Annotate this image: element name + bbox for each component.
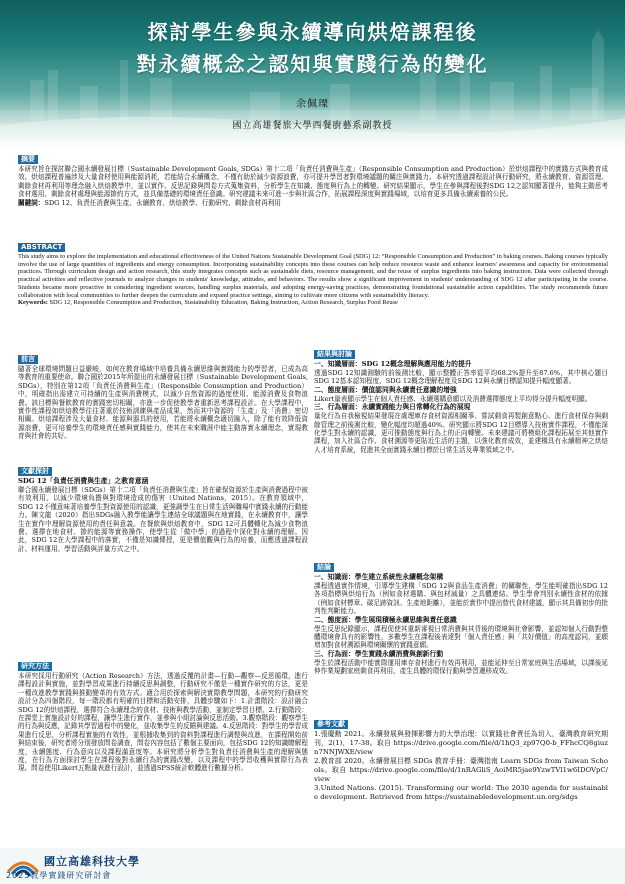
results-section — [314, 350, 608, 558]
author-name: 余佩瑮 — [296, 99, 329, 110]
results-item-1-title: 一、知識層面：SDG 12概念理解與應用能力的提升 — [314, 360, 472, 368]
method-body: 本研究採用行動研究（Action Research）方法，透過反覆的計畫—行動—觀察—反思循環，進行課程設計與實施，並對學習成果進行持續反思與調整，行動研究不僅是一種實作研究的方法，更是一種改進教學實踐與推動變革的有效方式。適合用於探索與解決實際教學問題，本研究的行動研究設計分為四個階段，每一階段都有明確的目標和活動安排，具體步驟如下：1.計畫階段：設計融合SDG 12的烘焙課程，選擇符合永續理念的食材、技術與教學活動，並制定學習目標。2.行動階段：在課堂上實施設計好的課程，讓學生進行實作，並參與小組討論與反思活動。3.觀察階段：觀察學生的行為與反應，記錄其學習過程中的變化，並收集學生的反饋與建議。4.反思階段：對學生的學習成果進行反思，分析課程實施的有效性，並根據收集到的資料對課程進行調整與改進，在課程開始前與結束後，研究者將分別發放問卷調查，問卷內容包括了數個主要面向，包括SDG 12的知識瞭解程度，永續態度、行為意向以及課程滿意度等。本研究將分析學生對負責任消費與生產的理解與態度，在行為方面探討學生在課程後對永續行為的實踐改變，以及課程中的學習收穫與實際行為表現。問卷使用Likert五點量表進行設計，並透過SPSS統計軟體進行數據分析。 — [18, 672, 308, 773]
abstract-zh-keywords: SDG 12、負責任消費與生產、永續教育、烘焙教學、行動研究、剩餘食材再利用 — [44, 198, 281, 207]
literature-body: 聯合國永續發展目標（SDGs）第十二項「負責任消費與生產」旨在確保資源於生產與消費過程中被有效利用，以減少環境負擔與對環境造成的傷害（United Nations，2015）。在教育領域中，SDG 12不僅意味著培養學生對資源使用的認識，更強調學生在日常生活與職場中實踐永續的行動能力。陳文龍（2020）指出SDGs融入教學能讓學生連結全球議題與在地實踐，在永續教育中，讓學生在實作中理解資源使用的責任與意義。在餐飲與烘焙教育中，SDG 12可具體轉化為減少食物浪費、選擇在地食材、節約能源等實務操作，使學生從「做中學」的過程中深化對永續的理解。因此，SDG 12在大學課程中的落實，不僅是知識傳授，更是價值觀與行為的培養，而應透過課程設計、材料運用、學習活動與評量方式之中。 — [18, 486, 308, 553]
abstract-en-section — [18, 243, 608, 345]
abstract-zh-badge: 摘要 — [18, 155, 38, 164]
conclusion-badge: 結論 — [314, 563, 334, 572]
conclusion-item-2-body: 學生反思紀錄顯示，課程促使其重新審視日常消費與其背後的環境與社會影響，並認知個人行動對整體環境會具有的影響性，多數學生在課程後表達對「個人責任感」與「共好價值」的高度認同，並願增加對食材溯源與環境關懷的實踐意願。 — [314, 624, 608, 650]
conclusion-section — [314, 563, 608, 713]
poster-header — [0, 0, 625, 148]
conclusion-item-1-body: 課程透過實作情境，引導學生建構「SDG 12與食品生產消費」的關聯性，學生能明確指出SDG 12各項指標與烘焙行為（例如食材選購、與包材減量）之具體連結。學生學會判別永續性食材的依據（例如食材標章、碳足跡資訊、生產地距離），並能於實作中提出替代食材建議，顯示其具備初步的批判性判斷能力。 — [314, 582, 608, 616]
method-badge: 研究方法 — [18, 662, 52, 671]
references-section — [314, 720, 608, 842]
results-item-3-body: 量化行為自我檢視結果發現在處理庫存食材資源相關事、嘗試剩食再製創意點心、進行食材保存與剩餘管理之前後測比較，變化幅度均超過40%。研究顯示將SDG 12目標導入技術實作課程，不僅能深化學生對永續的認識，更可推動態度與行為上的正向轉變。未來建議可將模組化課程拓展至其他實作課程，加入社區合作、食材溯源等更貼近生活的主題，以強化教育成效，並建構具有永續精神之烘焙人才培育系統，促進其全面實踐永續目標於日常生活及專業領域之中。 — [314, 412, 608, 454]
introduction-badge: 前言 — [18, 355, 38, 364]
literature-badge: 文獻探討 — [18, 467, 52, 476]
method-section — [18, 662, 308, 842]
poster-title-line2: 對永續概念之認知與實踐行為的變化 — [136, 52, 489, 76]
abstract-zh-section — [18, 155, 608, 245]
affiliation: 國立高雄餐旅大學西餐廚藝系副教授 — [232, 121, 393, 131]
literature-subtitle: SDG 12「負責任消費與生產」之教育意涵 — [18, 477, 149, 485]
abstract-en-keyword-label: Keywords: — [18, 299, 48, 307]
conference-name: 2025教學實踐研究研討會 — [6, 871, 112, 880]
results-item-2-body: Likert量表顯示學生在個人責任感、永續選購意願以及消費選擇態度上平均得分提升幅度明顯。 — [314, 394, 592, 403]
literature-section — [18, 467, 308, 587]
results-item-2-title: 二、態度層面：價值認同與永續責任意識的增強 — [314, 385, 457, 394]
results-item-3-title: 三、行為層面：永續實踐能力與日常轉化行為的展現 — [314, 403, 471, 412]
references-badge: 參考文獻 — [314, 720, 348, 729]
conclusion-item-1-title: 一、知識面：學生建立系統性永續概念架構 — [314, 573, 444, 581]
poster-title-line1: 探討學生參與永續導向烘焙課程後 — [147, 20, 478, 44]
results-badge: 結果與討論 — [314, 350, 355, 359]
abstract-zh-body: 本研究旨在探討聯合國永續發展目標（Sustainable Development Goals, SDGs）第十二項「負責任消費與生產」（Responsible Consumption and Production）於烘焙課程中的實踐方式與教育成效。烘焙課程普遍涉及大量食材使用與能源消耗，若能結合永續概念，不僅有助於減少資源浪費，亦可提升學習者對環境議題的關注與實踐力。本研究透過課程設計與行動研究，將永續教育、資源管理、剩餘食材再利用等理念融入烘焙教學中，並以實作、反思記錄與問卷方式蒐集資料，分析學生在知識、態度與行為上的轉變。研究結果顯示，學生在參與課程後對SDG 12之認知顯著提升，能夠主動思考食材選用、剩餘食材處理與能源節約方式，並具備基礎的環境責任意識。研究建議未來可進一步與社區合作，拓展課程深度與實踐場域，以培育更多具備永續素養的公民。 — [18, 165, 608, 199]
abstract-en-body: This study aims to explore the implementation and educational effectiveness of the United Nations Sustainable Development Goal (SDG) 12: “Responsible Consumption and Production” in baking courses. Baking courses typically involve the use of large quantities of ingredients and energy consumption. Incorporating sustainability concepts into these courses can help reduce resource waste and enhance learners' awareness and capacity for environmental practices. Through curriculum design and action research, this study integrates concepts such as sustainable diets, resource management, and the reuse of surplus ingredients into baking instruction. Data were collected through practical activities and reflective journals to analyze changes in students' knowledge, attitudes, and behaviors. The results show a significant improvement in students' understanding of SDG 12 after participating in the course. Students became more proactive in considering ingredient sources, handling surplus materials, and adopting energy-saving practices, demonstrating foundational sustainable action capabilities. The study recommends future collaboration with local communities to further deepen the curriculum and expand practice settings, aiming to cultivate more citizens with sustainability literacy. — [18, 253, 608, 299]
conclusion-item-3-title: 三、行為面：學生實踐永續消費與創新行動 — [314, 649, 444, 658]
results-item-1-body: 透過SDG 12知識測驗的前後測比較，顯示整體正答率從平均68.2%提升至87.6%，其中核心題目SDG 12基本認知程度、SDG 12概念理解程度及SDG 12與永續目標認知提升幅度顯著。 — [314, 369, 608, 386]
conclusion-item-3-body: 學生於課程活動中能實際運用庫存食材進行有效再利用，並能延伸至日常家庭與生活場域，以課後延伸作業規劃家庭剩食再利用，產生具體的環保行動與學習遷移成效。 — [314, 658, 608, 676]
abstract-en-keywords: SDG 12, Responsible Consumption and Production, Sustainability Education, Baking Instruction, Action Research, Surplus Food Reuse — [49, 299, 398, 307]
abstract-zh-keyword-label: 關鍵詞： — [18, 198, 45, 207]
reference-item: 2.教育部 2020。永續發展目標 SDGs 教育手冊：臺灣指南 Learn SDGs from Taiwan Schools。取自 https://drive.google.com/file/d/1nRAGliS_AoiMR5jae9YzwTVl1w6IDOVpC/view — [314, 757, 608, 783]
reference-item: 1.張慶勳 2021。永續發展與發揮影響力的大學治理：以實踐社會責任為切入，臺灣教育研究期刊，2(1)，17-38。取自 https://drive.google.com/file/d/1hQ3_zp97Q0-b_FFhcCQ8giuzn7NNJWXE/view — [314, 730, 608, 756]
introduction-section — [18, 355, 308, 455]
introduction-body: 隨著全球環境問題日益嚴峻，如何在教育場域中培養具備永續思維與實踐能力的學習者，已成為高等教育的重要使命。聯合國於2015年所提出的永續發展目標（Sustainable Development Goals, SDGs），特別在第12項「負責任消費與生產」（Responsible Consumption and Production）中，明確指出需建立可持續的生產與消費模式，以減少自然資源的過度使用、能源消費及食物浪費。該目標與餐飲教育的實踐密切相關，亦進一步促使教學者重新思考課程設計。在大學課程中，實作性課程如烘焙教學往往著重於技術訓練與產品成果，然而其中資源的「生產」及「消費」密切相關。烘焙課程涉及大量食材、能源與器具的使用，若能將永續概念適切融入，除了能有效降低資源浪費，更可培養學生的環境責任感與實踐能力，使其在未來職涯中能主動落實永續理念，實現教育與社會的共好。 — [18, 365, 308, 441]
conclusion-item-2-title: 二、態度面：學生展現積極永續思維與責任意識 — [314, 615, 457, 624]
abstract-en-badge: ABSTRACT — [18, 243, 65, 252]
reference-item: 3.United Nations. (2015). Transforming our world: The 2030 agenda for sustainable development. Retrieved from https://sustainabledevelopment.un.org/sdgs — [314, 784, 608, 801]
university-name: 國立高雄科技大學 — [44, 855, 140, 868]
